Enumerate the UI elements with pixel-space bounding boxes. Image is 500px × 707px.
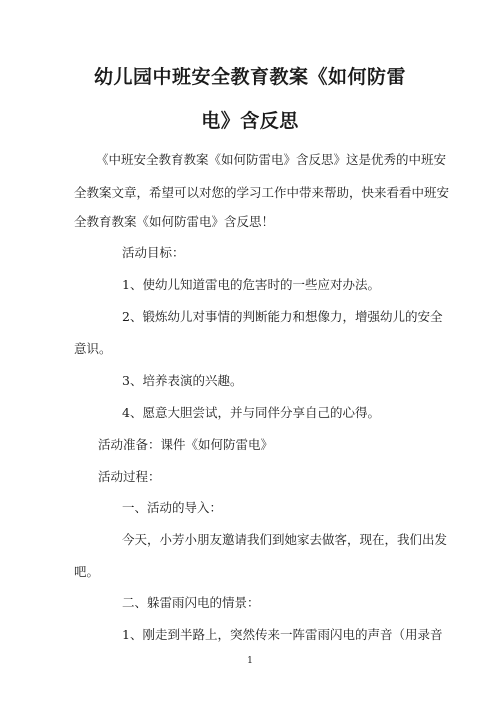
goal-2-line-2: 意识。: [74, 341, 112, 356]
document-title-line-1: 幼儿园中班安全教育教案《如何防雷: [93, 66, 406, 88]
goals-heading: 活动目标：: [122, 245, 185, 260]
step-1-line-1: 今天，小芳小朋友邀请我们到她家去做客，现在，我们出发: [122, 532, 448, 547]
goal-3: 3、培养表演的兴趣。: [122, 373, 243, 388]
page-number: 1: [247, 656, 253, 666]
goal-1: 1、使幼儿知道雷电的危害时的一些应对办法。: [122, 277, 380, 292]
preparation: 活动准备：课件《如何防雷电》: [98, 437, 274, 452]
intro-line-2: 全教案文章，希望可以对您的学习工作中带来帮助，快来看看中班安: [74, 185, 450, 200]
step-1-line-2: 吧。: [74, 564, 100, 579]
process-heading: 活动过程：: [98, 469, 161, 484]
document-title-line-2: 电》含反思: [201, 110, 299, 132]
step-2-heading: 二、躲雷雨闪电的情景：: [122, 595, 260, 610]
goal-4: 4、愿意大胆尝试，并与同伴分享自己的心得。: [122, 405, 380, 420]
intro-line-1: 《中班安全教育教案《如何防雷电》含反思》这是优秀的中班安: [96, 152, 447, 167]
step-1-heading: 一、活动的导入：: [122, 500, 223, 515]
step-2-line-1: 1、刚走到半路上，突然传来一阵雷雨闪电的声音（用录音: [122, 627, 443, 642]
intro-line-3: 全教育教案《如何防雷电》含反思！: [74, 214, 275, 229]
goal-2-line-1: 2、锻炼幼儿对事情的判断能力和想像力，增强幼儿的安全: [122, 309, 443, 324]
